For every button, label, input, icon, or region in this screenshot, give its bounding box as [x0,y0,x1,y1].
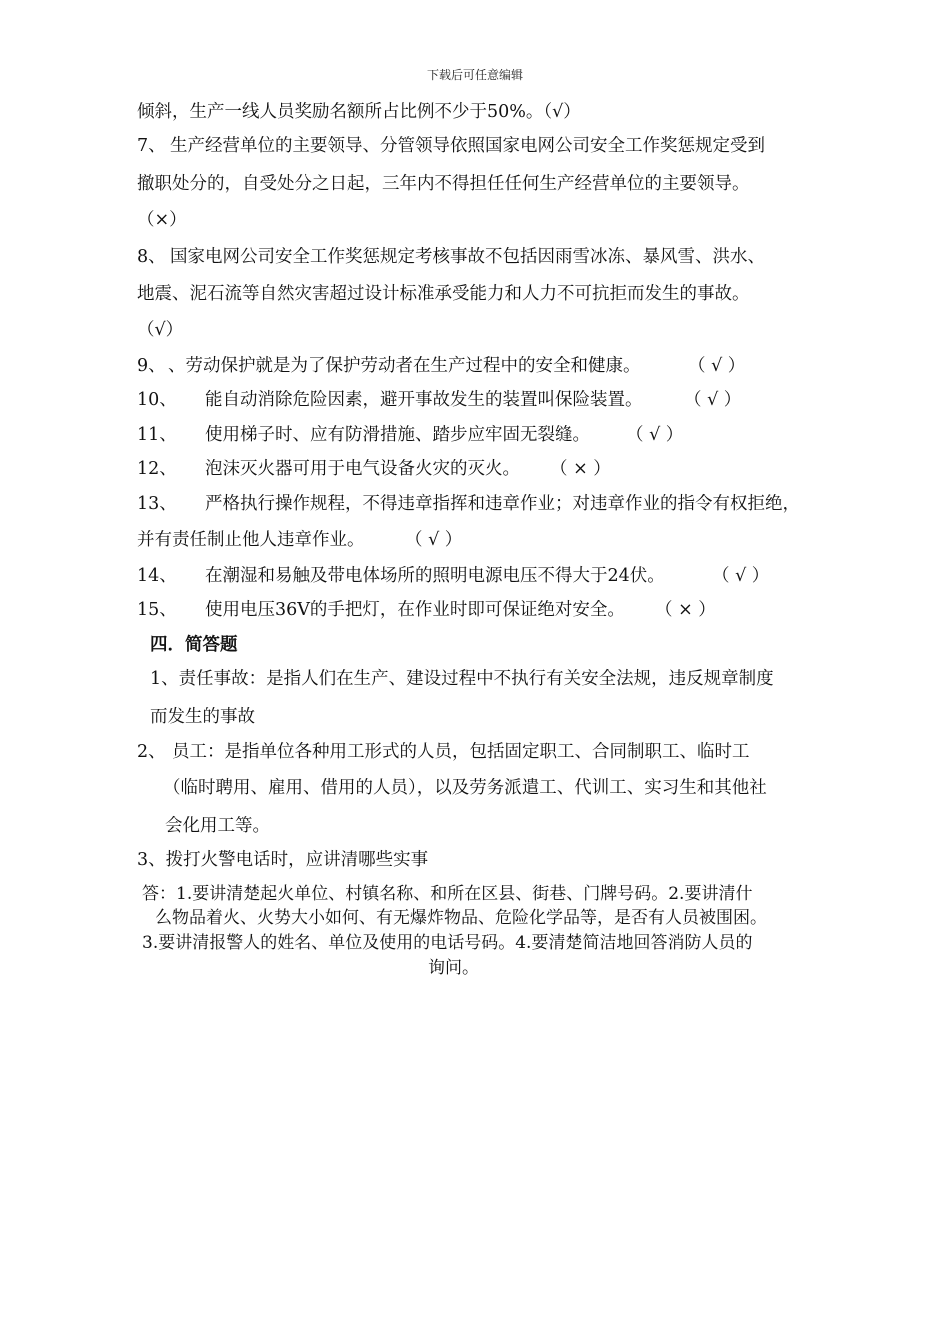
judgement-text: 撤职处分的，自受处分之日起，三年内不得担任任何生产经营单位的主要领导。 [137,174,750,194]
judgement-text: 地震、泥石流等自然灾害超过设计标准承受能力和人力不可抗拒而发生的事故。 [137,284,750,304]
item-number: 12、 [137,459,177,479]
judgement-text: 使用梯子时、应有防滑措施、踏步应牢固无裂缝。 [205,425,590,445]
short-answer-question: 3、拨打火警电话时，应讲清哪些实事 [137,850,429,870]
item-number: 13、 [137,494,177,514]
section-title: 四．简答题 [150,635,238,655]
item-number: 7、 [137,136,166,156]
item-number: 8、 [137,247,166,267]
short-answer-text: 1、责任事故：是指人们在生产、建设过程中不执行有关安全法规，违反规章制度 [150,669,774,689]
judgement-text: 泡沫灭火器可用于电气设备火灾的灭火。 [205,459,520,479]
judgement-mark: （√） [137,320,184,340]
judgement-text: 、劳动保护就是为了保护劳动者在生产过程中的安全和健康。 [168,356,641,376]
judgement-text: 国家电网公司安全工作奖惩规定考核事故不包括因雨雪冰冻、暴风雪、洪水、 [170,247,765,267]
answer-text: 3.要讲清报警人的姓名、单位及使用的电话号码。4.要清楚简洁地回答消防人员的 [142,933,753,953]
item-number: 2、 [137,742,166,762]
answer-text: 么物品着火、火势大小如何、有无爆炸物品、危险化学品等，是否有人员被围困。 [155,908,767,928]
item-number: 11、 [137,425,177,445]
judgement-text: 生产经营单位的主要领导、分管领导依照国家电网公司安全工作奖惩规定受到 [170,136,765,156]
answer-text: 答：1.要讲清楚起火单位、村镇名称、和所在区县、街巷、门牌号码。2.要讲清什 [142,884,753,904]
short-answer-text: 而发生的事故 [150,707,255,727]
answer-text: 询问。 [428,958,479,978]
item-number: 9、 [137,356,166,376]
judgement-text: 并有责任制止他人违章作业。 [137,530,365,550]
judgement-mark: （ √ ） [626,425,684,445]
judgement-mark: （ √ ） [688,356,746,376]
item-number: 10、 [137,390,177,410]
judgement-mark: （ √ ） [405,530,463,550]
item-number: 15、 [137,600,177,620]
judgement-text: 倾斜，生产一线人员奖励名额所占比例不少于50%。（√） [137,102,581,122]
judgement-mark: （ × ） [550,459,611,479]
judgement-text: 能自动消除危险因素，避开事故发生的装置叫保险装置。 [205,390,643,410]
page-header: 下载后可任意编辑 [426,68,523,82]
judgement-text: 使用电压36V的手把灯，在作业时即可保证绝对安全。 [205,600,625,620]
judgement-text: 严格执行操作规程，不得违章指挥和违章作业；对违章作业的指令有权拒绝， [205,494,800,514]
judgement-mark: （ √ ） [684,390,742,410]
judgement-mark: （×） [137,210,187,230]
short-answer-text: （临时聘用、雇用、借用的人员），以及劳务派遣工、代训工、实习生和其他社 [163,778,767,798]
item-number: 14、 [137,566,177,586]
judgement-text: 在潮湿和易触及带电体场所的照明电源电压不得大于24伏。 [205,566,665,586]
short-answer-text: 会化用工等。 [165,816,270,836]
judgement-mark: （ √ ） [712,566,770,586]
short-answer-text: 员工：是指单位各种用工形式的人员，包括固定职工、合同制职工、临时工 [172,742,750,762]
judgement-mark: （ × ） [655,600,716,620]
